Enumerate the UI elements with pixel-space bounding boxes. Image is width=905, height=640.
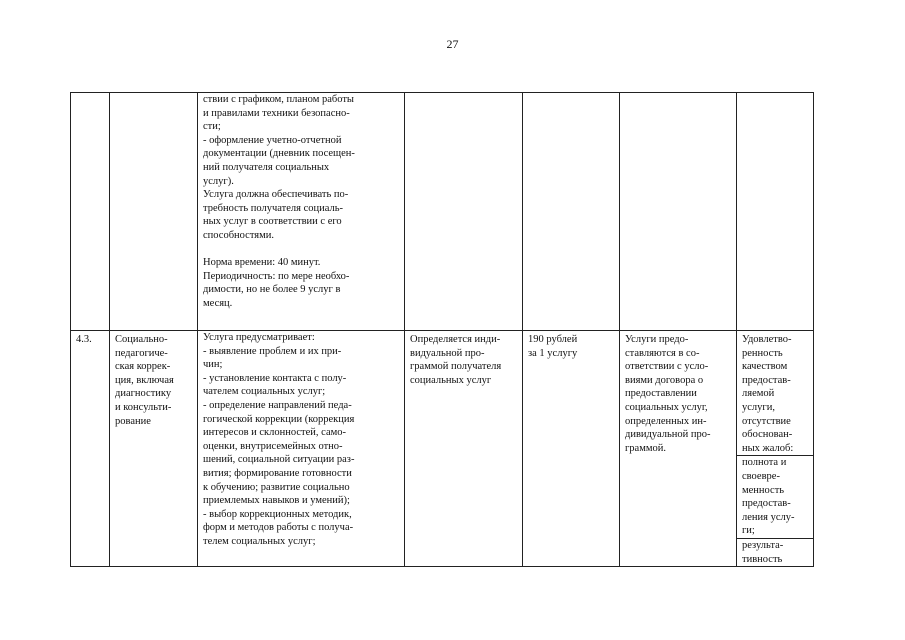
text-line: видуальной про- (410, 347, 485, 359)
volume-cell (405, 93, 523, 331)
quality-criteria (742, 333, 808, 455)
text-line: предостав- (742, 374, 791, 386)
text-line: услуги, (742, 401, 775, 413)
tariff-cell (523, 93, 620, 331)
text-line: рование (115, 415, 151, 427)
text-line: вития; формирование готовности (203, 467, 352, 479)
services-table (70, 92, 814, 567)
text-line: димости, но не более 9 услуг в (203, 284, 341, 296)
text-line: и консульти- (115, 401, 172, 413)
text-line: Удовлетво- (742, 334, 792, 345)
service-description (203, 331, 399, 549)
text-line: интересов и склонностей, само- (203, 427, 347, 439)
text-line: ги; (742, 525, 755, 537)
text-line: услуг). (203, 175, 234, 187)
text-line: - выявление проблем и их при- (203, 345, 342, 357)
text-line: менность (742, 484, 785, 496)
text-line: ных услуг в соответствии с его (203, 216, 342, 228)
text-line: обоснован- (742, 429, 793, 441)
text-line: Услуга предусматривает: (203, 332, 315, 343)
tariff-cell (523, 331, 620, 567)
text-line: телем социальных услуг; (203, 535, 316, 547)
row-number-cell (71, 331, 110, 567)
text-line: ных жалоб: (742, 442, 794, 454)
text-line: шений, социальной ситуации раз- (203, 454, 355, 466)
text-line: тивность (742, 553, 783, 565)
conditions-cell (620, 93, 737, 331)
service-description-cell (198, 331, 405, 567)
text-line: дивидуальной про- (625, 429, 711, 441)
text-line: предоставлении (625, 388, 697, 400)
text-line: - выбор коррекционных методик, (203, 508, 352, 520)
text-line: социальных услуг (410, 374, 492, 386)
text-line: - установление контакта с полу- (203, 372, 347, 384)
norm-time: Норма времени: 40 минут. (203, 257, 321, 269)
text-line: ответствии с усло- (625, 361, 709, 373)
text-line: диагностику (115, 388, 172, 400)
text-line: приемлемых навыков и умений); (203, 495, 350, 507)
volume-cell (405, 331, 523, 567)
quality-criteria-effectiveness (742, 539, 808, 566)
text-line: полнота и (742, 457, 787, 469)
text-line: результа- (742, 539, 784, 551)
periodicity (203, 270, 399, 311)
row-number-cell (71, 93, 110, 331)
text-line: Определяется инди- (410, 334, 501, 345)
text-line: форм и методов работы с получа- (203, 522, 354, 534)
text-line: отсутствие (742, 415, 791, 427)
service-name-cell (110, 93, 198, 331)
text-line: 190 рублей (528, 334, 578, 345)
text-line: определенных ин- (625, 415, 707, 427)
page-number: 27 (446, 37, 459, 51)
text-line: ний получателя социальных (203, 161, 330, 173)
text-line: предостав- (742, 498, 791, 510)
text-line: - оформление учетно-отчетной (203, 134, 342, 146)
text-line: качеством (742, 361, 788, 373)
text-line: Социально- (115, 334, 168, 345)
service-name (115, 333, 192, 428)
service-conditions (625, 333, 731, 455)
text-line: документации (дневник посещен- (203, 148, 355, 160)
text-line: - определение направлений педа- (203, 399, 352, 411)
text-line: ренность (742, 347, 783, 359)
text-line: чателем социальных услуг; (203, 386, 326, 398)
text-line: за 1 услугу (528, 347, 578, 359)
service-description (203, 93, 399, 243)
text-line: и правилами техники безопасно- (203, 107, 350, 119)
service-name-cell (110, 331, 198, 567)
text-line: способностями. (203, 229, 275, 241)
text-line: социальных услуг, (625, 401, 708, 413)
quality-cell (737, 331, 814, 567)
text-line: Услуга должна обеспечивать по- (203, 189, 349, 201)
text-line: своевре- (742, 470, 780, 482)
table-row (71, 331, 814, 567)
text-line: месяц. (203, 297, 233, 309)
text-line: ления услу- (742, 511, 795, 523)
quality-criteria-completeness (742, 456, 808, 538)
conditions-cell (620, 331, 737, 567)
quality-cell (737, 93, 814, 331)
text-line: к обучению; развитие социально (203, 481, 350, 493)
text-line: сти; (203, 121, 221, 133)
service-tariff (528, 333, 614, 360)
text-line: оценки, внутрисемейных отно- (203, 440, 343, 452)
text-line: требность получателя социаль- (203, 202, 344, 214)
text-line: педагогиче- (115, 347, 168, 359)
table-row (71, 93, 814, 331)
text-line: Периодичность: по мере необхо- (203, 270, 350, 282)
text-line: граммой получателя (410, 361, 502, 373)
row-number: 4.3. (76, 334, 92, 345)
text-line: ставляются в со- (625, 347, 700, 359)
text-line: ская коррек- (115, 361, 171, 373)
service-volume (410, 333, 517, 387)
text-line: виями договора о (625, 374, 704, 386)
service-description-cell (198, 93, 405, 331)
text-line: ляемой (742, 388, 775, 400)
text-line: ция, включая (115, 374, 174, 386)
text-line: гогической коррекции (коррекция (203, 413, 355, 425)
text-line: чин; (203, 359, 223, 371)
text-line: граммой. (625, 442, 667, 454)
text-line: Услуги предо- (625, 334, 689, 345)
text-line: ствии с графиком, планом работы (203, 94, 354, 105)
